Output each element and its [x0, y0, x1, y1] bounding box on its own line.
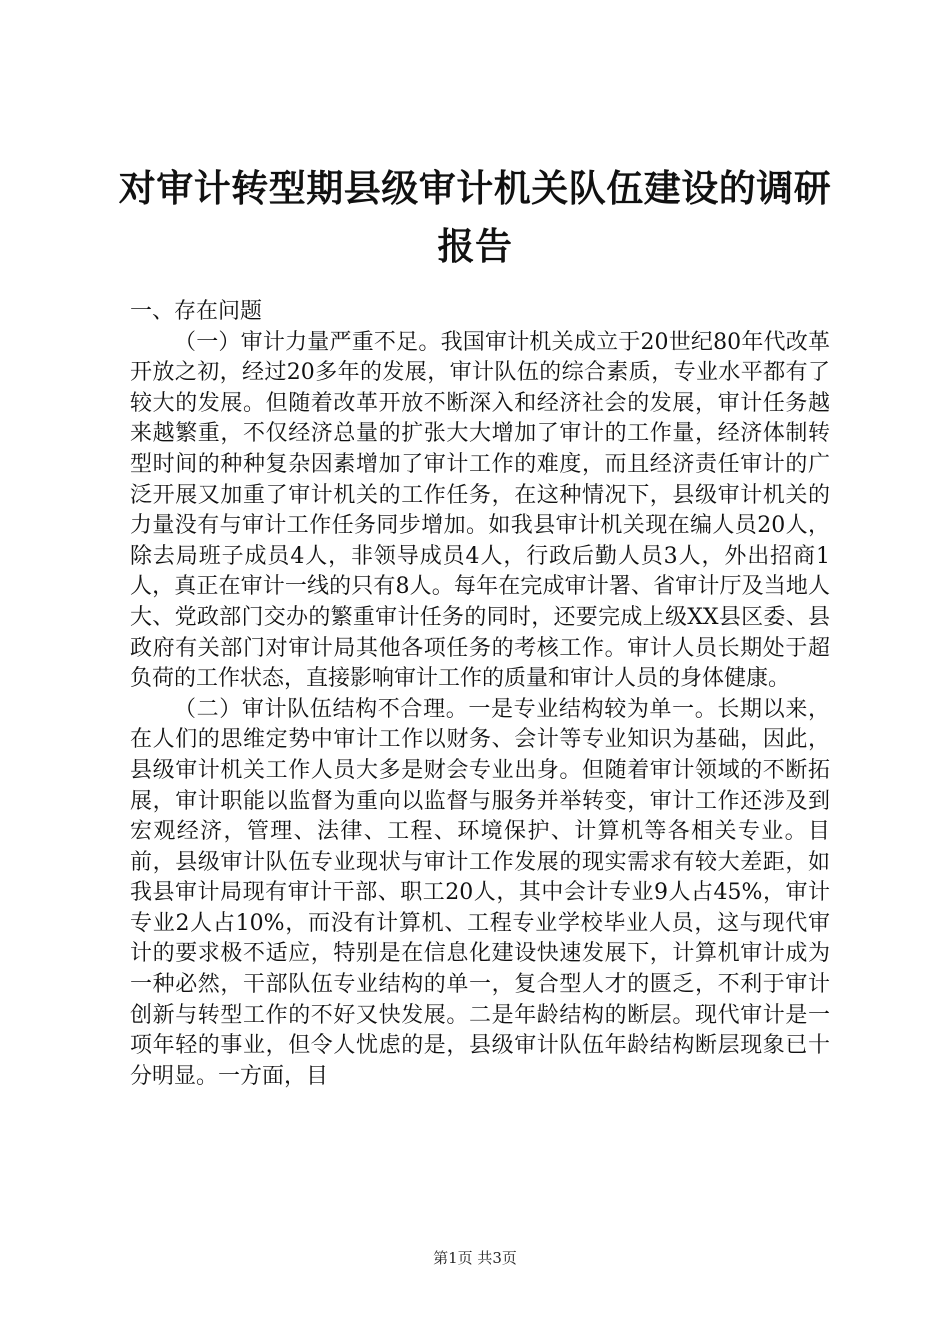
paragraph: （二）审计队伍结构不合理。一是专业结构较为单一。长期以来，在人们的思维定势中审计工作以财务、会计等专业知识为基础，因此，县级审计机关工作人员大多是财会专业出身。但随着审计领域的不断拓展，审计职能以监督为重向以监督与服务并举转变，审计工作还涉及到宏观经济，管理、法律、工程、环境保护、计算机等各相关专业。目前，县级审计队伍专业现状与审计工作发展的现实需求有较大差距，如我县审计局现有审计干部、职工20人，其中会计专业9人占45%，审计专业2人占10%，而没有计算机、工程专业学校毕业人员，这与现代审计的要求极不适应，特别是在信息化建设快速发展下，计算机审计成为一种必然，干部队伍专业结构的单一，复合型人才的匮乏，不利于审计创新与转型工作的不好又快发展。二是年龄结构的断层。现代审计是一项年轻的事业，但令人忧虑的是，县级审计队伍年龄结构断层现象已十分明显。一方面，目	[130, 696, 830, 1089]
paragraph: （一）审计力量严重不足。我国审计机关成立于20世纪80年代改革开放之初，经过20多年的发展，审计队伍的综合素质，专业水平都有了较大的发展。但随着改革开放不断深入和经济社会的发展，审计任务越来越繁重，不仅经济总量的扩张大大增加了审计的工作量，经济体制转型时间的种种复杂因素增加了审计工作的难度，而且经济责任审计的广泛开展又加重了审计机关的工作任务，在这种情况下，县级审计机关的力量没有与审计工作任务同步增加。如我县审计机关现在编人员20人，除去局班子成员4人，非领导成员4人，行政后勤人员3人，外出招商1人，真正在审计一线的只有8人。每年在完成审计署、省审计厅及当地人大、党政部门交办的繁重审计任务的同时，还要完成上级XX县区委、县政府有关部门对审计局其他各项任务的考核工作。审计人员长期处于超负荷的工作状态，直接影响审计工作的质量和审计人员的身体健康。	[130, 329, 830, 692]
page-footer: 第1页 共3页	[433, 1249, 517, 1267]
document-body	[130, 297, 830, 1092]
section-heading: 一、存在问题	[130, 299, 263, 324]
document-title: 对审计转型期县级审计机关队伍建设的调研报告	[118, 167, 832, 268]
